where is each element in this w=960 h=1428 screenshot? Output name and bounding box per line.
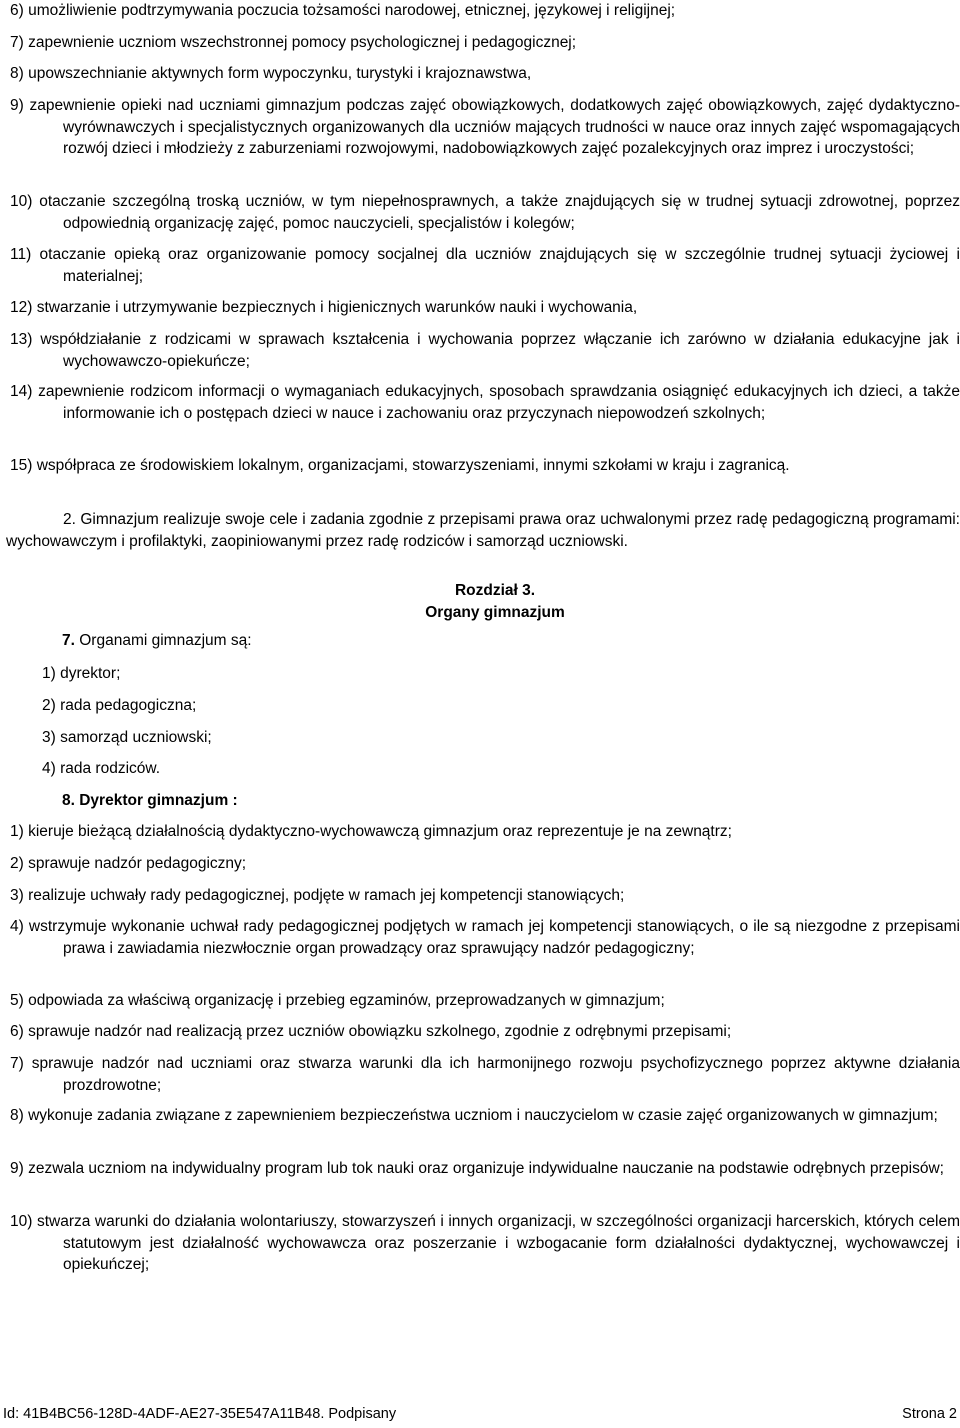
list-item: 5) odpowiada za właściwą organizację i przebieg egzaminów, przeprowadzanych w gimnazjum; [10, 992, 665, 1009]
list-item: 14) zapewnienie rodzicom informacji o wymaganiach edukacyjnych, sposobach sprawdzania osiągnięć edukacyjnych ich dzieci, a także informowanie ich o postępach dzieci w nauce i zachowaniu oraz przyczynach niepowodzeń szkolnych; [10, 383, 960, 422]
list-item: 12) stwarzanie i utrzymywanie bezpiecznych i higienicznych warunków nauki i wychowania, [10, 299, 638, 316]
chapter-number: Rozdział 3. [454, 582, 536, 599]
organ-item: 2) rada pedagogiczna; [42, 697, 197, 714]
list-item: 8) upowszechnianie aktywnych form wypoczynku, turystyki i krajoznawstwa, [10, 65, 532, 82]
list-item: 6) umożliwienie podtrzymywania poczucia tożsamości narodowej, etnicznej, językowej i religijnej; [10, 2, 676, 19]
list-item: 1) kieruje bieżącą działalnością dydaktyczno-wychowawczą gimnazjum oraz reprezentuje je na zewnątrz; [10, 823, 732, 840]
list-item: 7) zapewnienie uczniom wszechstronnej pomocy psychologicznej i pedagogicznej; [10, 34, 577, 51]
chapter-title: Organy gimnazjum [425, 603, 565, 621]
organ-item: 3) samorząd uczniowski; [42, 729, 212, 746]
list-item: 3) realizuje uchwały rady pedagogicznej, podjęte w ramach jej kompetencji stanowiących; [10, 887, 625, 904]
list-item: 7) sprawuje nadzór nad uczniami oraz stwarza warunki dla ich harmonijnego rozwoju psychofizycznego poprzez aktywne działania prozdrowotne; [10, 1055, 960, 1094]
list-item: 9) zezwala uczniom na indywidualny program lub tok nauki oraz organizuje indywidualne nauczanie na podstawie odrębnych przepisów; [10, 1160, 944, 1177]
document-id: Id: 41B4BC56-128D-4ADF-AE27-35E547A11B48. Podpisany [3, 1406, 397, 1422]
paragraph: 2. Gimnazjum realizuje swoje cele i zadania zgodnie z przepisami prawa oraz uchwalonymi przez radę pedagogiczną programami: wychowawczym i profilaktyki, zaopiniowanymi przez radę rodziców i samorząd uczniowski. [6, 511, 960, 550]
section-number: 7. [62, 632, 75, 649]
list-item: 4) wstrzymuje wykonanie uchwał rady pedagogicznej podjętych w ramach jej kompetencji stanowiących, o ile są niezgodne z przepisami prawa i zawiadamia niezwłocznie organ prowadzący oraz sprawujący nadzór pedagogiczny; [10, 918, 960, 957]
list-item: 8) wykonuje zadania związane z zapewnieniem bezpieczeństwa uczniom i nauczycielom w czasie zajęć organizowanych w gimnazjum; [10, 1107, 938, 1124]
section-8-heading: 8. Dyrektor gimnazjum : [62, 792, 238, 809]
section-7-heading [62, 630, 252, 652]
section-text: Organami gimnazjum są: [79, 632, 252, 649]
list-item: 9) zapewnienie opieki nad uczniami gimnazjum podczas zajęć obowiązkowych, dodatkowych zajęć obowiązkowych, zajęć dydaktyczno-wyrównawczych i specjalistycznych organizowanych dla uczniów mających trudności w nauce oraz innych zajęć wspomagających rozwój dzieci i młodzieży z zaburzeniami rozwojowymi, nadobowiązkowych zajęć pozalekcyjnych oraz imprez i uroczystości; [10, 97, 960, 158]
page-number: Strona 2 [902, 1406, 957, 1422]
list-item: 15) współpraca ze środowiskiem lokalnym, organizacjami, stowarzyszeniami, innymi szkołami w kraju i zagranicą. [10, 457, 790, 474]
organ-item: 4) rada rodziców. [42, 760, 161, 777]
list-item: 11) otaczanie opieką oraz organizowanie pomocy socjalnej dla uczniów znajdujących się w szczególnie trudnej sytuacji życiowej i materialnej; [10, 246, 960, 285]
list-item: 13) współdziałanie z rodzicami w sprawach kształcenia i wychowania poprzez włączanie ich zarówno w działania edukacyjne jak i wychowawczo-opiekuńcze; [10, 331, 960, 370]
chapter-heading [0, 580, 960, 623]
list-item: 10) stwarza warunki do działania wolontariuszy, stowarzyszeń i innych organizacji, w szczególności organizacji harcerskich, których celem statutowym jest działalność wychowawcza oraz poszerzanie i wzbogacanie form działalności dydaktycznej, wychowawczej i opiekuńczej; [10, 1213, 960, 1274]
list-item: 10) otaczanie szczególną troską uczniów, w tym niepełnosprawnych, a także znajdujących się w trudnej sytuacji zdrowotnej, poprzez odpowiednią organizację zajęć, pomoc nauczycieli, specjalistów i kolegów; [10, 193, 960, 232]
organ-item: 1) dyrektor; [42, 665, 121, 682]
list-item: 6) sprawuje nadzór nad realizacją przez uczniów obowiązku szkolnego, zgodnie z odrębnymi przepisami; [10, 1023, 732, 1040]
list-item: 2) sprawuje nadzór pedagogiczny; [10, 855, 247, 872]
